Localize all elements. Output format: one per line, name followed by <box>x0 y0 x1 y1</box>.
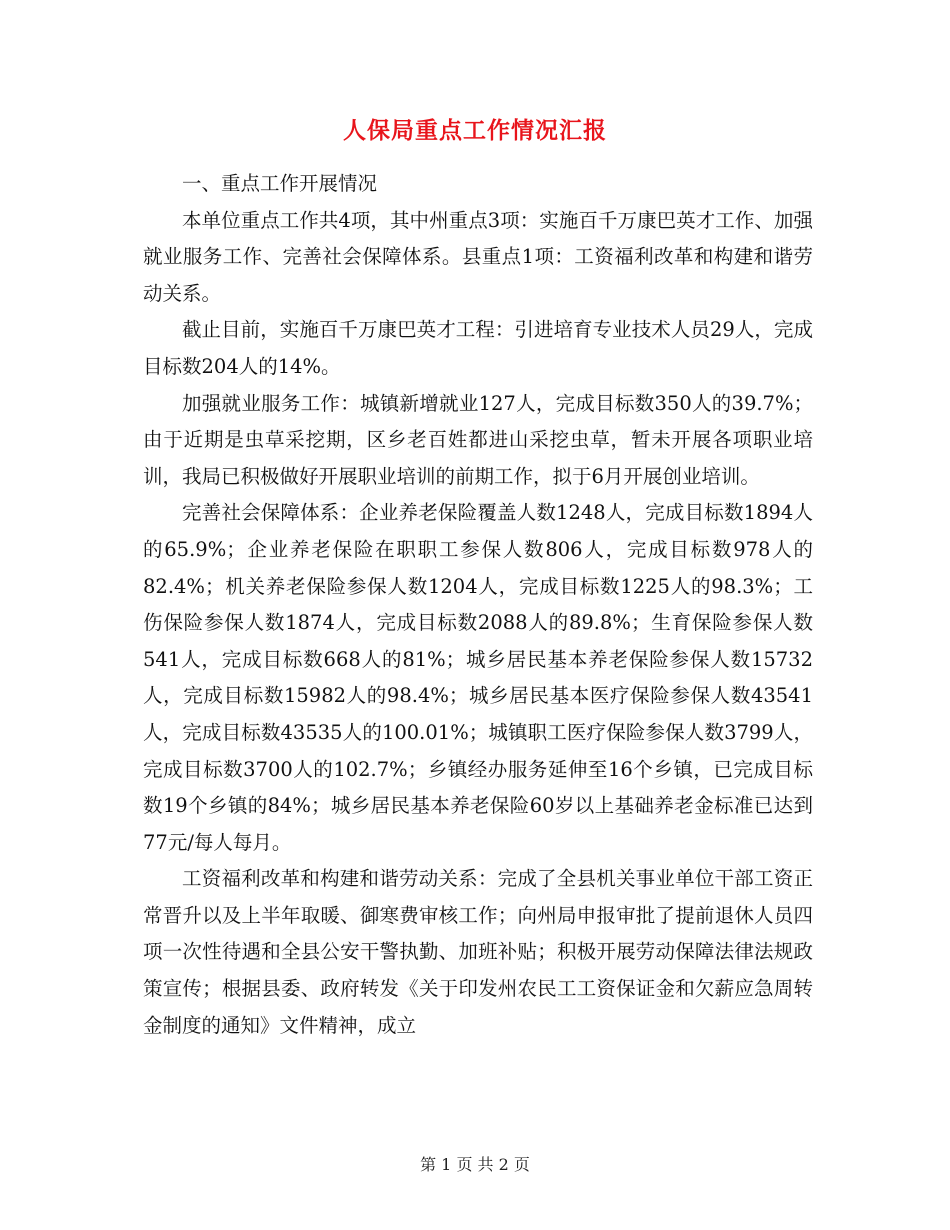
page-footer: 第 1 页 共 2 页 <box>420 1155 530 1174</box>
page-title: 人保局重点工作情况汇报 <box>343 118 607 144</box>
paragraph-overview: 本单位重点工作共4项，其中州重点3项：实施百千万康巴英才工作、加强就业服务工作、完善社会保障体系。县重点1项：工资福利改革和构建和谐劳动关系。 <box>143 208 813 305</box>
section-heading: 一、重点工作开展情况 <box>182 172 378 195</box>
paragraph-wage-reform: 工资福利改革和构建和谐劳动关系：完成了全县机关事业单位干部工资正常晋升以及上半年取暖、御寒费审核工作；向州局申报审批了提前退休人员四项一次性待遇和全县公安干警执勤、加班补贴；积极开展劳动保障法律法规政策宣传；根据县委、政府转发《关于印发州农民工工资保证金和欠薪应急周转金制度的通知》文件精神，成立 <box>143 867 813 1037</box>
paragraph-talent-project: 截止目前，实施百千万康巴英才工程：引进培育专业技术人员29人，完成目标数204人的14%。 <box>143 318 813 378</box>
paragraph-social-security: 完善社会保障体系：企业养老保险覆盖人数1248人，完成目标数1894人的65.9%；企业养老保险在职职工参保人数806人，完成目标数978人的82.4%；机关养老保险参保人数1204人，完成目标数1225人的98.3%；工伤保险参保人数1874人，完成目标数2088人的89.8%；生育保险参保人数541人，完成目标数668人的81%；城乡居民基本养老保险参保人数15732人，完成目标数15982人的98.4%；城乡居民基本医疗保险参保人数43541人，完成目标数43535人的100.01%；城镇职工医疗保险参保人数3799人，完成目标数3700人的102.7%；乡镇经办服务延伸至16个乡镇，已完成目标数19个乡镇的84%；城乡居民基本养老保险60岁以上基础养老金标准已达到77元/每人每月。 <box>143 501 813 854</box>
paragraph-employment-service: 加强就业服务工作：城镇新增就业127人，完成目标数350人的39.7%；由于近期是虫草采挖期，区乡老百姓都进山采挖虫草，暂未开展各项职业培训，我局已积极做好开展职业培训的前期工作，拟于6月开展创业培训。 <box>143 391 813 488</box>
document-body <box>143 166 813 1044</box>
